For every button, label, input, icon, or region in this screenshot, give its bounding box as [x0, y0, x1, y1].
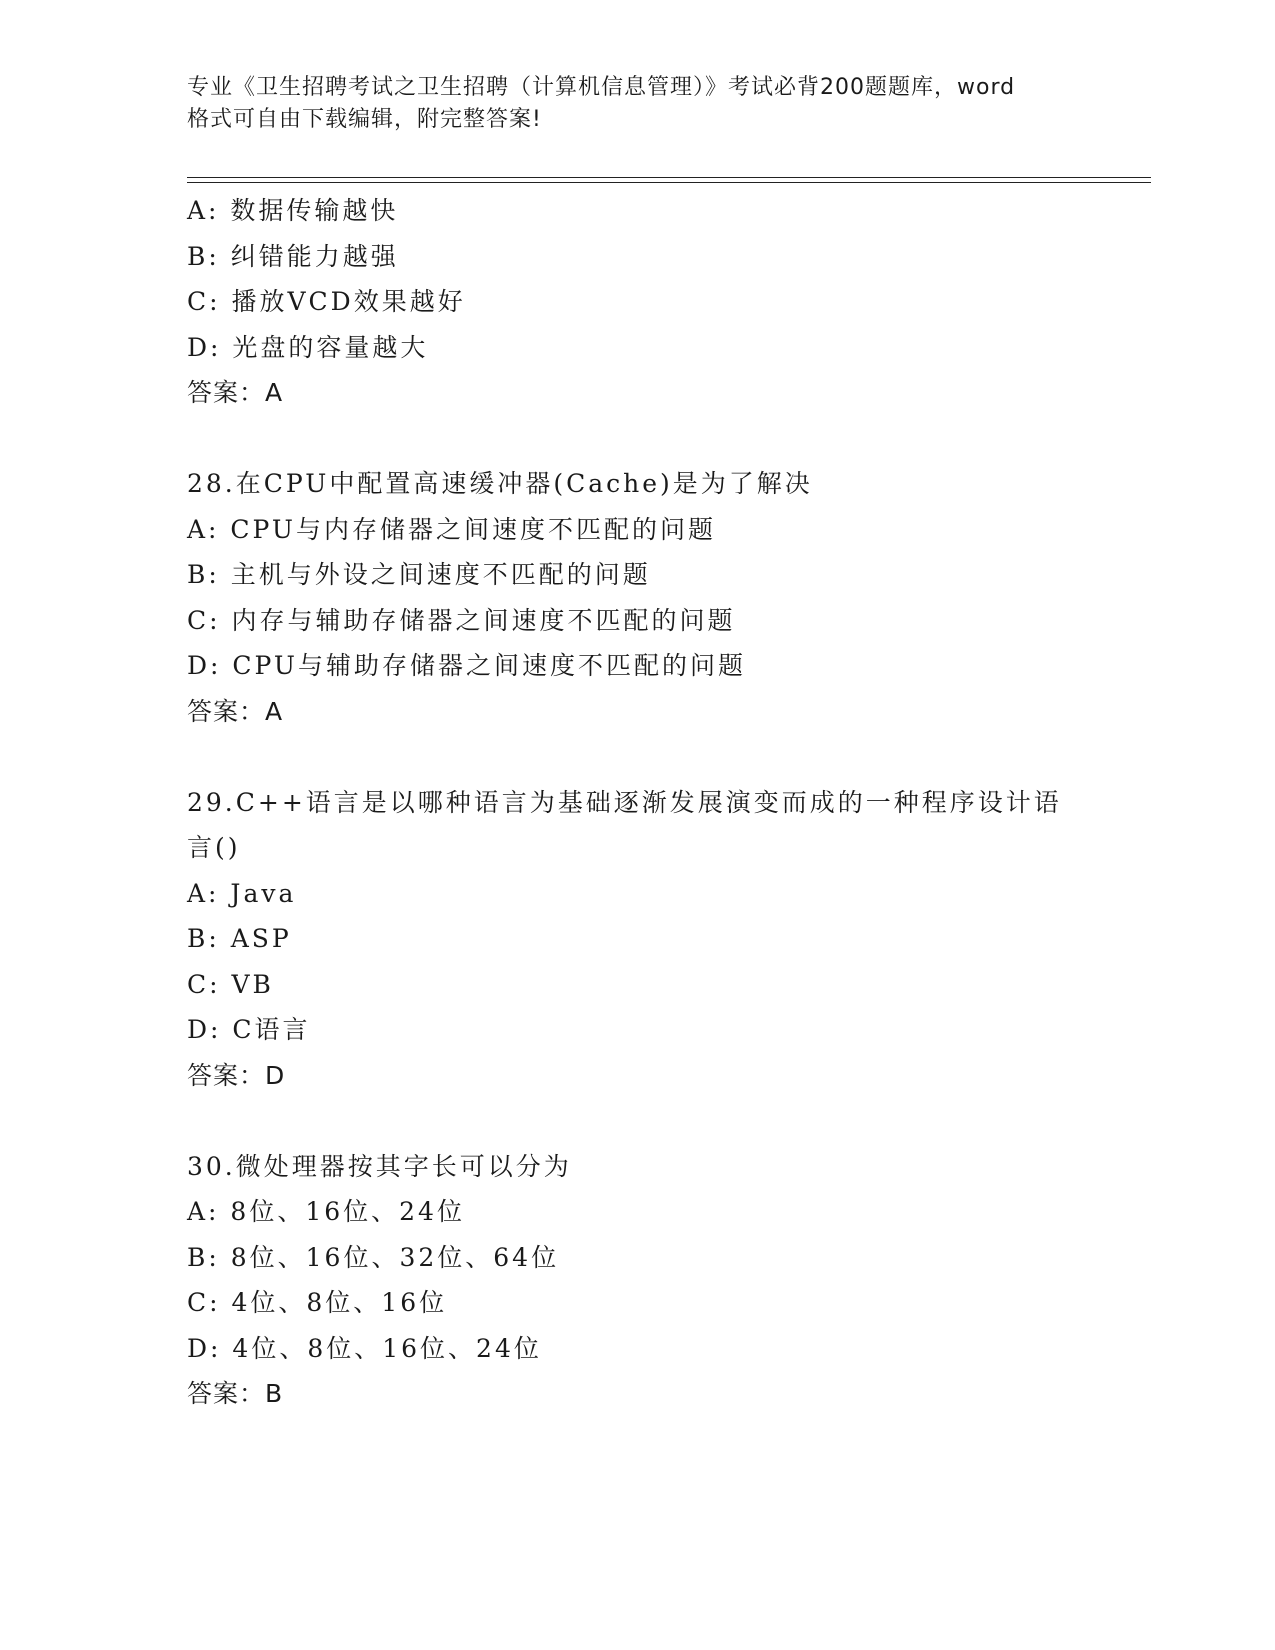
question-text: 28.在CPU中配置高速缓冲器(Cache)是为了解决 — [187, 469, 813, 498]
answer-line: 答案：D — [187, 1060, 286, 1090]
question-28 — [187, 461, 1087, 734]
question-text: 30.微处理器按其字长可以分为 — [187, 1151, 572, 1181]
spacer — [187, 734, 1087, 780]
option-b: B: 8位、16位、32位、64位 — [187, 1242, 560, 1272]
option-b: B: ASP — [187, 924, 292, 953]
question-text-continued: 言() — [187, 833, 241, 862]
question-text: 29.C++语言是以哪种语言为基础逐渐发展演变而成的一种程序设计语 — [187, 787, 1062, 817]
option-d: D: CPU与辅助存储器之间速度不匹配的问题 — [187, 651, 746, 680]
option-a: A: CPU与内存储器之间速度不匹配的问题 — [187, 514, 717, 544]
option-d: D: 4位、8位、16位、24位 — [187, 1333, 542, 1363]
question-fragment — [187, 188, 1087, 416]
question-30 — [187, 1144, 1087, 1417]
question-list — [187, 188, 1087, 1417]
question-29 — [187, 780, 1087, 1099]
spacer — [187, 1098, 1087, 1144]
document-header — [187, 72, 1107, 136]
option-a: A: Java — [187, 878, 297, 908]
option-a: A: 数据传输越快 — [187, 196, 399, 225]
option-c: C: 4位、8位、16位 — [187, 1288, 448, 1317]
option-d: D: C语言 — [187, 1015, 311, 1044]
header-rule-top — [187, 177, 1151, 178]
answer-line: 答案：B — [187, 1379, 284, 1408]
option-c: C: VB — [187, 969, 274, 999]
option-c: C: 播放VCD效果越好 — [187, 287, 466, 316]
header-line-1: 专业《卫生招聘考试之卫生招聘（计算机信息管理）》考试必背200题题库，word — [187, 75, 1016, 100]
header-line-2: 格式可自由下载编辑，附完整答案! — [187, 107, 542, 132]
spacer — [187, 416, 1087, 462]
option-d: D: 光盘的容量越大 — [187, 332, 429, 362]
header-rule-bottom — [187, 182, 1151, 183]
option-c: C: 内存与辅助存储器之间速度不匹配的问题 — [187, 605, 736, 635]
option-b: B: 纠错能力越强 — [187, 241, 399, 271]
answer-line: 答案：A — [187, 378, 284, 407]
answer-line: 答案：A — [187, 696, 284, 726]
option-a: A: 8位、16位、24位 — [187, 1197, 465, 1226]
option-b: B: 主机与外设之间速度不匹配的问题 — [187, 560, 651, 589]
